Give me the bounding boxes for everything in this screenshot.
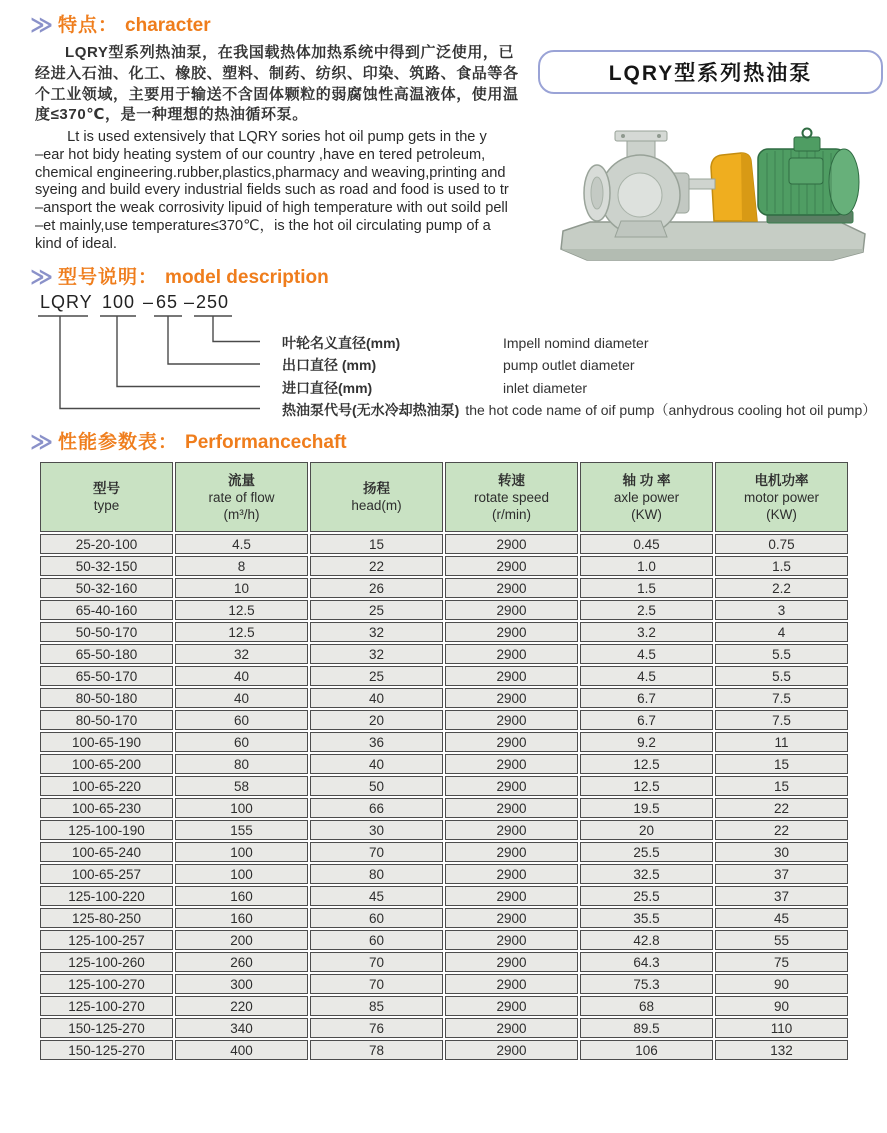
cell-motor-power: 3 <box>715 600 848 620</box>
table-row <box>40 776 848 796</box>
cell-type: 80-50-170 <box>40 710 173 730</box>
cell-axle-power: 1.0 <box>580 556 713 576</box>
cell-motor-power: 7.5 <box>715 688 848 708</box>
cell-type: 125-100-220 <box>40 886 173 906</box>
cell-head: 70 <box>310 842 443 862</box>
model-code-dash: – <box>143 292 155 312</box>
cell-rotate-speed: 2900 <box>445 1040 578 1060</box>
cell-flow-rate: 100 <box>175 798 308 818</box>
table-row <box>40 996 848 1016</box>
character-heading <box>30 10 211 37</box>
performance-table-body <box>40 534 848 1060</box>
header-label-cn: 轴 功 率 <box>622 472 671 488</box>
cell-head: 60 <box>310 930 443 950</box>
model-heading-en: model description <box>165 267 329 288</box>
table-row <box>40 974 848 994</box>
cell-axle-power: 89.5 <box>580 1018 713 1038</box>
cell-head: 26 <box>310 578 443 598</box>
header-label-unit: (KW) <box>766 506 797 522</box>
cell-axle-power: 6.7 <box>580 710 713 730</box>
cell-flow-rate: 100 <box>175 864 308 884</box>
paragraph-line: 经进入石油、化工、橡胶、塑料、制药、纺织、印染、筑路、食品等各 <box>35 64 519 82</box>
cell-motor-power: 37 <box>715 886 848 906</box>
cell-flow-rate: 4.5 <box>175 534 308 554</box>
cell-axle-power: 32.5 <box>580 864 713 884</box>
cell-motor-power: 15 <box>715 776 848 796</box>
cell-flow-rate: 340 <box>175 1018 308 1038</box>
header-label-cn: 电机功率 <box>754 472 809 488</box>
paragraph-line: –et mainly,use temperature≤370℃，is the hot oil circulating pump of a <box>35 217 491 234</box>
cell-head: 80 <box>310 864 443 884</box>
cell-motor-power: 90 <box>715 996 848 1016</box>
cell-rotate-speed: 2900 <box>445 842 578 862</box>
diagram-label-en: inlet diameter <box>503 380 588 396</box>
header-label-unit: (r/min) <box>492 506 531 522</box>
header-label-cn: 型号 <box>93 481 120 496</box>
cell-rotate-speed: 2900 <box>445 776 578 796</box>
cell-rotate-speed: 2900 <box>445 534 578 554</box>
performance-table <box>38 460 850 1062</box>
diagram-label-en: the hot code name of oif pump（anhydrous cooling hot oil pump） <box>465 402 877 418</box>
cell-motor-power: 55 <box>715 930 848 950</box>
table-row <box>40 754 848 774</box>
paragraph-line: syeing and build every industrial fields such as road and food is used to tr <box>35 182 509 199</box>
character-heading-en: character <box>125 15 211 36</box>
cell-motor-power: 110 <box>715 1018 848 1038</box>
cell-axle-power: 4.5 <box>580 666 713 686</box>
cell-axle-power: 19.5 <box>580 798 713 818</box>
cell-rotate-speed: 2900 <box>445 996 578 1016</box>
cell-motor-power: 5.5 <box>715 666 848 686</box>
cell-type: 150-125-270 <box>40 1018 173 1038</box>
cell-flow-rate: 155 <box>175 820 308 840</box>
cell-motor-power: 11 <box>715 732 848 752</box>
header-label-unit: (m³/h) <box>223 506 260 522</box>
table-header-cell <box>175 462 308 532</box>
cell-motor-power: 37 <box>715 864 848 884</box>
pump-photo <box>545 103 875 273</box>
table-row <box>40 1040 848 1060</box>
header-label-en: motor power <box>743 489 820 505</box>
cell-motor-power: 4 <box>715 622 848 642</box>
model-code-inlet: 100 <box>102 292 136 312</box>
cell-flow-rate: 80 <box>175 754 308 774</box>
cell-axle-power: 64.3 <box>580 952 713 972</box>
table-row <box>40 842 848 862</box>
table-row <box>40 710 848 730</box>
cell-head: 15 <box>310 534 443 554</box>
cell-rotate-speed: 2900 <box>445 754 578 774</box>
table-header-cell <box>445 462 578 532</box>
header-label-en: axle power <box>613 489 680 505</box>
model-code-impeller: 250 <box>196 292 230 312</box>
cell-axle-power: 6.7 <box>580 688 713 708</box>
cell-head: 40 <box>310 754 443 774</box>
paragraph-line: chemical engineering.rubber,plastics,pharmacy and weaving,printing and <box>35 164 506 181</box>
cell-axle-power: 9.2 <box>580 732 713 752</box>
cell-rotate-speed: 2900 <box>445 798 578 818</box>
cell-axle-power: 25.5 <box>580 886 713 906</box>
paragraph-line: LQRY型系列热油泵，在我国载热体加热系统中得到广泛使用，已 <box>65 44 515 61</box>
cell-head: 25 <box>310 600 443 620</box>
cell-axle-power: 12.5 <box>580 776 713 796</box>
table-row <box>40 1018 848 1038</box>
cell-type: 65-40-160 <box>40 600 173 620</box>
header-label-cn: 转速 <box>498 472 525 488</box>
cell-type: 50-50-170 <box>40 622 173 642</box>
cell-rotate-speed: 2900 <box>445 710 578 730</box>
table-row <box>40 688 848 708</box>
cell-head: 32 <box>310 644 443 664</box>
cell-axle-power: 1.5 <box>580 578 713 598</box>
cell-type: 50-32-160 <box>40 578 173 598</box>
cell-rotate-speed: 2900 <box>445 688 578 708</box>
paragraph-line: –ear hot bidy heating system of our country ,have en tered petroleum, <box>35 146 486 163</box>
cell-motor-power: 22 <box>715 798 848 818</box>
diagram-label-row <box>282 378 587 395</box>
cell-axle-power: 35.5 <box>580 908 713 928</box>
cell-flow-rate: 8 <box>175 556 308 576</box>
cell-head: 66 <box>310 798 443 818</box>
cell-rotate-speed: 2900 <box>445 666 578 686</box>
paragraph-line: Lt is used extensively that LQRY sories hot oil pump gets in the y <box>67 129 487 145</box>
model-code-dash: – <box>184 292 196 312</box>
cell-motor-power: 45 <box>715 908 848 928</box>
header-label-cn: 扬程 <box>363 481 390 496</box>
table-row <box>40 578 848 598</box>
cell-rotate-speed: 2900 <box>445 732 578 752</box>
paragraph-line: –ansport the weak corrosivity lipuid of high temperature with out soild pell <box>35 200 508 217</box>
cell-motor-power: 90 <box>715 974 848 994</box>
cell-axle-power: 106 <box>580 1040 713 1060</box>
cell-flow-rate: 40 <box>175 666 308 686</box>
cell-type: 25-20-100 <box>40 534 173 554</box>
double-chevron-icon: ≫ <box>30 429 52 454</box>
model-code-series: LQRY <box>40 292 93 312</box>
table-row <box>40 820 848 840</box>
diagram-label-cn: 出口直径 (mm) <box>282 357 377 373</box>
cell-head: 20 <box>310 710 443 730</box>
cell-axle-power: 12.5 <box>580 754 713 774</box>
cell-motor-power: 30 <box>715 842 848 862</box>
cell-axle-power: 20 <box>580 820 713 840</box>
cell-type: 125-80-250 <box>40 908 173 928</box>
table-row <box>40 600 848 620</box>
table-row <box>40 930 848 950</box>
double-chevron-icon: ≫ <box>30 264 52 289</box>
table-row <box>40 666 848 686</box>
cell-rotate-speed: 2900 <box>445 578 578 598</box>
diagram-label-cn: 进口直径(mm) <box>282 380 373 396</box>
cell-type: 100-65-220 <box>40 776 173 796</box>
cell-flow-rate: 60 <box>175 710 308 730</box>
cell-type: 80-50-180 <box>40 688 173 708</box>
character-heading-cn: 特点： <box>58 15 119 36</box>
cell-flow-rate: 12.5 <box>175 622 308 642</box>
cell-head: 25 <box>310 666 443 686</box>
cell-axle-power: 68 <box>580 996 713 1016</box>
cell-head: 32 <box>310 622 443 642</box>
table-header-cell <box>715 462 848 532</box>
cell-flow-rate: 220 <box>175 996 308 1016</box>
table-row <box>40 622 848 642</box>
cell-motor-power: 5.5 <box>715 644 848 664</box>
table-header-cell <box>40 462 173 532</box>
diagram-labels <box>30 292 880 427</box>
cell-rotate-speed: 2900 <box>445 952 578 972</box>
cell-type: 125-100-257 <box>40 930 173 950</box>
cell-motor-power: 7.5 <box>715 710 848 730</box>
cell-motor-power: 0.75 <box>715 534 848 554</box>
diagram-label-row <box>282 355 635 372</box>
diagram-label-en: pump outlet diameter <box>503 357 635 373</box>
cell-axle-power: 0.45 <box>580 534 713 554</box>
cell-head: 60 <box>310 908 443 928</box>
cell-type: 125-100-260 <box>40 952 173 972</box>
cell-flow-rate: 300 <box>175 974 308 994</box>
model-heading-cn: 型号说明： <box>58 267 159 288</box>
cell-type: 65-50-180 <box>40 644 173 664</box>
model-heading <box>30 262 329 289</box>
cell-motor-power: 22 <box>715 820 848 840</box>
product-title-box <box>538 50 883 94</box>
cell-head: 30 <box>310 820 443 840</box>
table-header-cell <box>310 462 443 532</box>
character-paragraph-chinese <box>35 43 535 126</box>
cell-type: 100-65-257 <box>40 864 173 884</box>
cell-head: 85 <box>310 996 443 1016</box>
table-row <box>40 886 848 906</box>
cell-head: 70 <box>310 952 443 972</box>
cell-flow-rate: 32 <box>175 644 308 664</box>
performance-heading-cn: 性能参数表： <box>58 432 179 453</box>
performance-heading <box>30 427 347 454</box>
diagram-label-row <box>282 333 649 350</box>
table-row <box>40 908 848 928</box>
cell-rotate-speed: 2900 <box>445 1018 578 1038</box>
table-row <box>40 534 848 554</box>
diagram-label-row <box>282 400 876 417</box>
table-header-cell <box>580 462 713 532</box>
character-paragraph-english <box>35 129 540 254</box>
cell-flow-rate: 160 <box>175 908 308 928</box>
cell-motor-power: 2.2 <box>715 578 848 598</box>
cell-motor-power: 132 <box>715 1040 848 1060</box>
cell-type: 150-125-270 <box>40 1040 173 1060</box>
cell-axle-power: 2.5 <box>580 600 713 620</box>
header-label-en: rate of flow <box>208 489 275 505</box>
cell-motor-power: 75 <box>715 952 848 972</box>
cell-flow-rate: 58 <box>175 776 308 796</box>
paragraph-line: 个工业领域，主要用于输送不含固体颗粒的弱腐蚀性高温液体，使用温 <box>35 85 519 103</box>
cell-rotate-speed: 2900 <box>445 930 578 950</box>
paragraph-line: kind of ideal. <box>35 235 117 252</box>
cell-type: 125-100-270 <box>40 974 173 994</box>
cell-head: 45 <box>310 886 443 906</box>
cell-rotate-speed: 2900 <box>445 820 578 840</box>
cell-flow-rate: 200 <box>175 930 308 950</box>
table-row <box>40 952 848 972</box>
diagram-label-cn: 叶轮名义直径(mm) <box>282 335 401 351</box>
cell-axle-power: 42.8 <box>580 930 713 950</box>
cell-flow-rate: 400 <box>175 1040 308 1060</box>
cell-type: 125-100-190 <box>40 820 173 840</box>
cell-head: 22 <box>310 556 443 576</box>
header-label-cn: 流量 <box>228 472 255 488</box>
table-row <box>40 732 848 752</box>
cell-head: 40 <box>310 688 443 708</box>
performance-heading-en: Performancechaft <box>185 432 347 453</box>
header-label-en: type <box>93 498 120 513</box>
header-label-unit: (KW) <box>631 506 662 522</box>
cell-axle-power: 25.5 <box>580 842 713 862</box>
cell-flow-rate: 160 <box>175 886 308 906</box>
cell-type: 65-50-170 <box>40 666 173 686</box>
double-chevron-icon: ≫ <box>30 12 52 37</box>
table-row <box>40 864 848 884</box>
cell-head: 50 <box>310 776 443 796</box>
product-title: LQRY型系列热油泵 <box>608 62 813 85</box>
cell-motor-power: 15 <box>715 754 848 774</box>
cell-rotate-speed: 2900 <box>445 622 578 642</box>
cell-rotate-speed: 2900 <box>445 644 578 664</box>
cell-head: 70 <box>310 974 443 994</box>
cell-flow-rate: 60 <box>175 732 308 752</box>
cell-head: 78 <box>310 1040 443 1060</box>
model-code-outlet: 65 <box>156 292 179 312</box>
cell-rotate-speed: 2900 <box>445 600 578 620</box>
diagram-label-cn: 热油泵代号(无水冷却热油泵) <box>282 402 460 418</box>
cell-head: 36 <box>310 732 443 752</box>
cell-head: 76 <box>310 1018 443 1038</box>
cell-rotate-speed: 2900 <box>445 886 578 906</box>
table-row <box>40 556 848 576</box>
cell-motor-power: 1.5 <box>715 556 848 576</box>
cell-flow-rate: 10 <box>175 578 308 598</box>
table-row <box>40 798 848 818</box>
cell-type: 125-100-270 <box>40 996 173 1016</box>
cell-rotate-speed: 2900 <box>445 556 578 576</box>
cell-axle-power: 75.3 <box>580 974 713 994</box>
cell-rotate-speed: 2900 <box>445 864 578 884</box>
cell-type: 100-65-200 <box>40 754 173 774</box>
paragraph-line: 度≤370℃，是一种理想的热油循环泵。 <box>35 106 308 124</box>
cell-axle-power: 4.5 <box>580 644 713 664</box>
header-label-en: rotate speed <box>473 489 550 505</box>
model-code-diagram <box>30 292 880 427</box>
cell-flow-rate: 100 <box>175 842 308 862</box>
table-header-row <box>40 462 848 532</box>
cell-type: 50-32-150 <box>40 556 173 576</box>
cell-type: 100-65-230 <box>40 798 173 818</box>
cell-flow-rate: 260 <box>175 952 308 972</box>
cell-rotate-speed: 2900 <box>445 908 578 928</box>
cell-rotate-speed: 2900 <box>445 974 578 994</box>
header-label-en: head(m) <box>351 498 402 513</box>
cell-axle-power: 3.2 <box>580 622 713 642</box>
cell-type: 100-65-190 <box>40 732 173 752</box>
table-row <box>40 644 848 664</box>
cell-flow-rate: 40 <box>175 688 308 708</box>
diagram-label-en: Impell nomind diameter <box>503 335 649 351</box>
cell-type: 100-65-240 <box>40 842 173 862</box>
cell-flow-rate: 12.5 <box>175 600 308 620</box>
